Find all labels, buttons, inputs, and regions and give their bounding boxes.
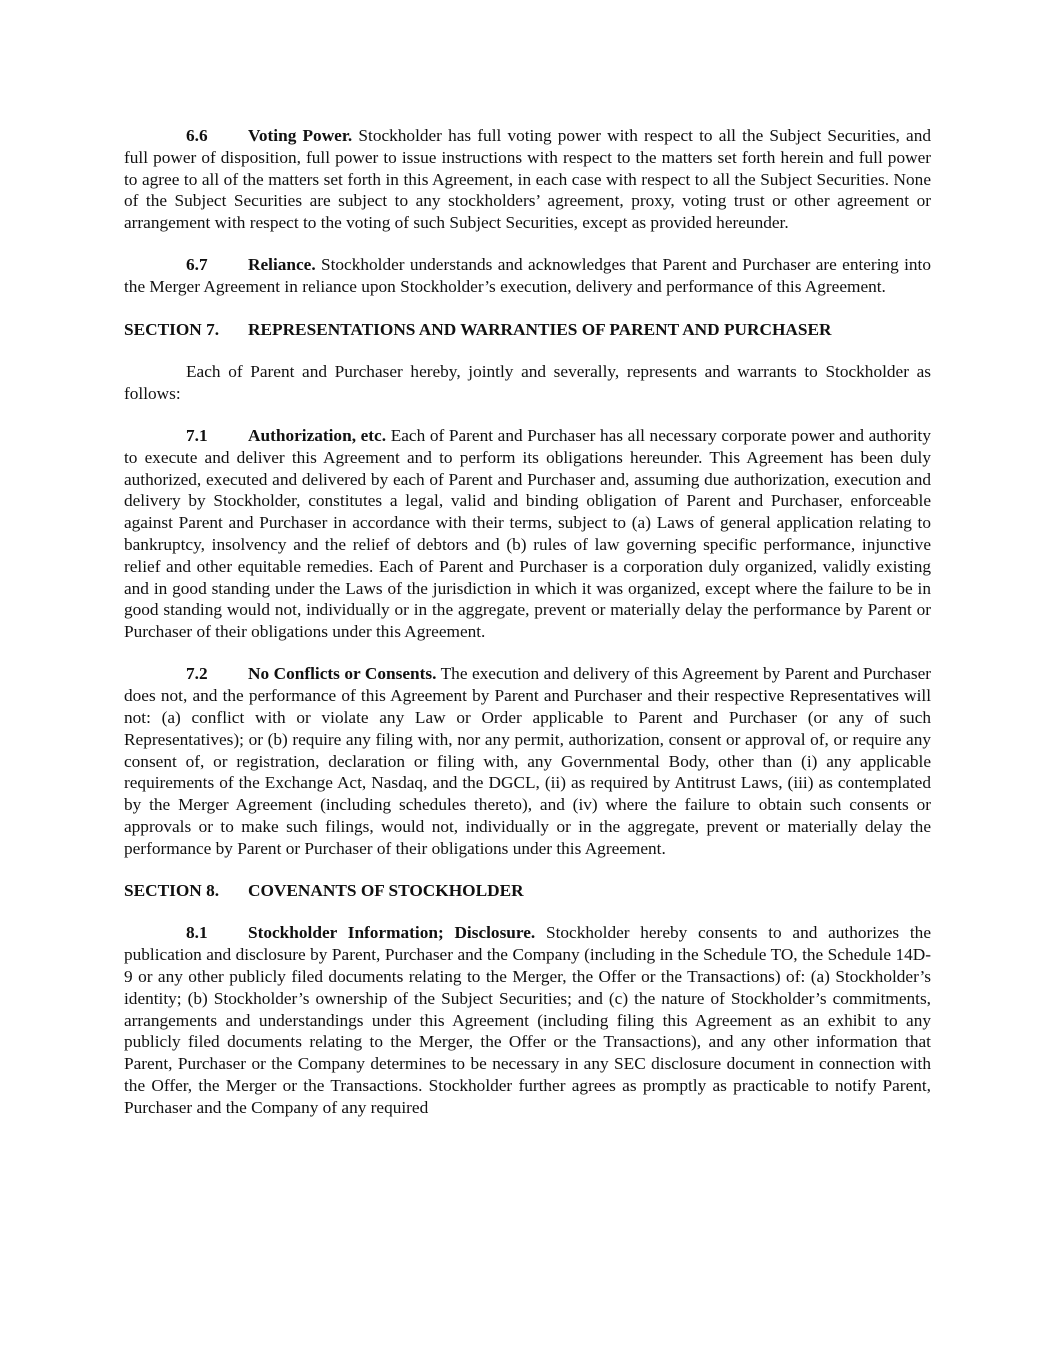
paragraph-6-6 — [124, 125, 931, 234]
paragraph-body: Stockholder has full voting power with respect to all the Subject Securities, and full power of disposition, full power to issue instructions with respect to the matters set forth herein and full power to agree to all of the matters set forth in this Agreement, in each case with respect to all the Subject Securities. None of the Subject Securities are subject to any stockholders’ agreement, proxy, voting trust or other agreement or arrangement with respect to the voting of such Subject Securities, except as provided hereunder. — [124, 126, 931, 233]
section-title: REPRESENTATIONS AND WARRANTIES OF PARENT AND PURCHASER — [248, 319, 832, 339]
document-page — [124, 125, 931, 1139]
paragraph-title: Reliance. — [248, 255, 316, 275]
section-7-intro: Each of Parent and Purchaser hereby, jointly and severally, represents and warrants to Stockholder as follows: — [124, 361, 931, 403]
section-number: SECTION 8. — [124, 881, 220, 901]
paragraph-7-1 — [124, 425, 931, 643]
paragraph-number: 6.7 — [186, 255, 208, 275]
paragraph-body: The execution and delivery of this Agreement by Parent and Purchaser does not, and the performance of this Agreement by Parent and Purchaser and their respective Representatives will not: (a) conflict with or violate any Law or Order applicable to Parent and Purchaser (or any of such Representatives); or (b) require any filing with, nor any permit, authorization, consent or approval of, or require any consent of, or registration, declaration or filing with, any Governmental Body, other than (i) any applicable requirements of the Exchange Act, Nasdaq, and the DGCL, (ii) as required by Antitrust Laws, (iii) as contemplated by the Merger Agreement (including schedules thereto), and (iv) where the failure to obtain such consents or approvals or to make such filings, would not, individually or in the aggregate, prevent or materially delay the performance by Parent or Purchaser of their obligations under this Agreement. — [124, 664, 931, 858]
section-7-heading — [124, 319, 931, 341]
section-number: SECTION 7. — [124, 319, 220, 339]
paragraph-6-7 — [124, 254, 931, 298]
paragraph-number: 6.6 — [186, 126, 208, 145]
paragraph-title: Voting Power. — [248, 126, 353, 145]
paragraph-title: Stockholder Information; Disclosure. — [248, 923, 536, 943]
paragraph-7-2 — [124, 663, 931, 859]
section-8-heading — [124, 880, 931, 902]
section-title: COVENANTS OF STOCKHOLDER — [248, 881, 524, 901]
paragraph-body: Stockholder understands and acknowledges that Parent and Purchaser are entering into the Merger Agreement in reliance upon Stockholder’s execution, delivery and performance of this Agreement. — [124, 255, 931, 297]
paragraph-title: No Conflicts or Consents. — [248, 664, 437, 684]
paragraph-title: Authorization, etc. — [248, 425, 387, 445]
paragraph-body: Each of Parent and Purchaser has all necessary corporate power and authority to execute and deliver this Agreement and to perform its obligations hereunder. This Agreement has been duly authorized, executed and delivered by each of Parent and Purchaser and, assuming due authorization, execution and delivery by Stockholder, constitutes a legal, valid and binding obligation of Parent and Purchaser, enforceable against Parent and Purchaser in accordance with their terms, subject to (a) Laws of general application relating to bankruptcy, insolvency and the relief of debtors and (b) rules of law governing specific performance, injunctive relief and other equitable remedies. Each of Parent and Purchaser is a corporation duly organized, validly existing and in good standing under the Laws of the jurisdiction in which it was organized, except where the failure to be in good standing would not, individually or in the aggregate, prevent or materially delay the performance by Parent or Purchaser of their obligations under this Agreement. — [124, 425, 932, 642]
paragraph-8-1 — [124, 922, 931, 1118]
paragraph-number: 7.1 — [186, 425, 208, 445]
paragraph-number: 7.2 — [186, 664, 208, 684]
paragraph-body: Stockholder hereby consents to and authorizes the publication and disclosure by Parent, Purchaser and the Company (including in the Schedule TO, the Schedule 14D-9 or any other publicly filed documents relating to the Merger, the Offer or the Transactions) of: (a) Stockholder’s identity; (b) Stockholder’s ownership of the Subject Securities; and (c) the nature of Stockholder’s commitments, arrangements and understandings under this Agreement (including filing this Agreement as an exhibit to any publicly filed documents relating to the Merger, the Offer or the Transactions), and any other information that Parent, Purchaser or the Company determines to be necessary in any SEC disclosure document in connection with the Offer, the Merger or the Transactions. Stockholder further agrees as promptly as practicable to notify Parent, Purchaser and the Company of any required — [124, 923, 931, 1117]
paragraph-number: 8.1 — [186, 923, 208, 943]
